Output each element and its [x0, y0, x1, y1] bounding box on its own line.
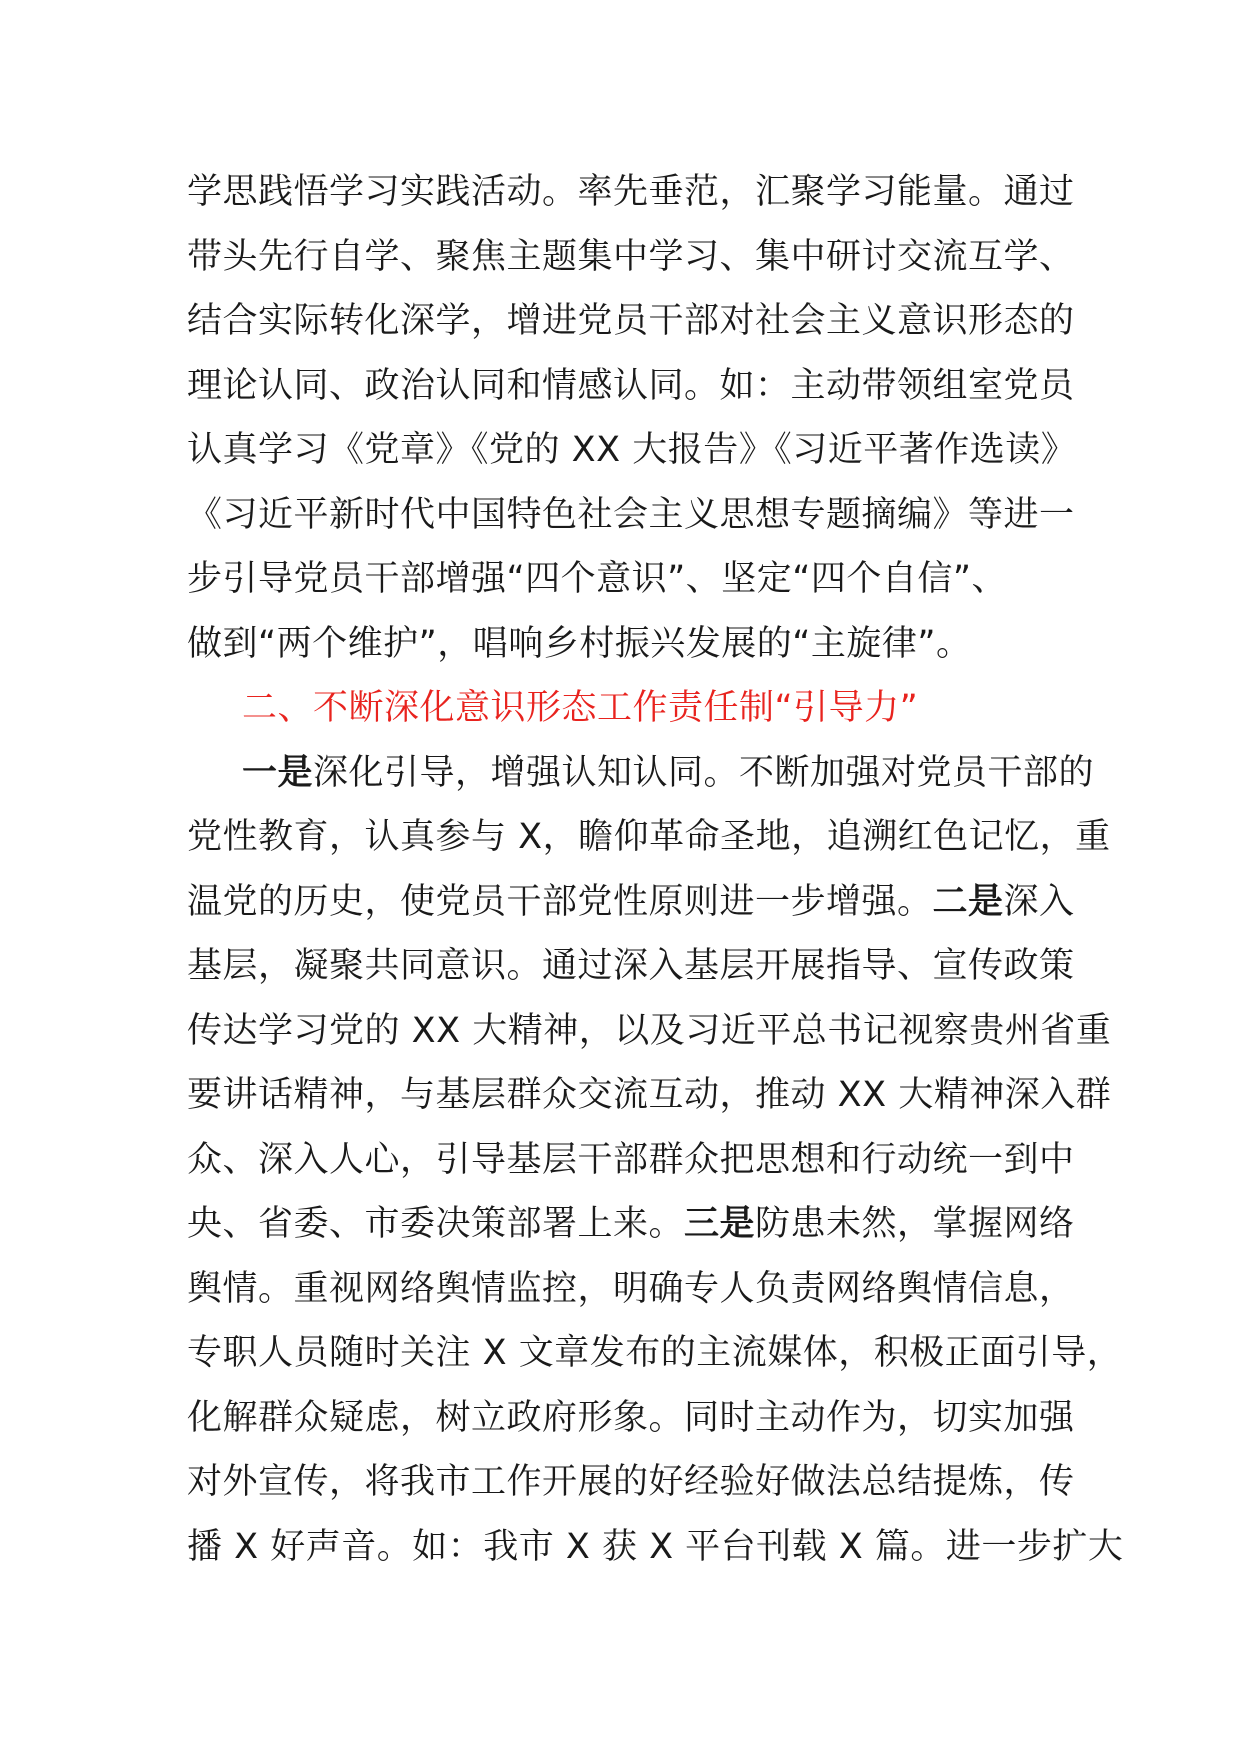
text-line [187, 1192, 1075, 1257]
text-line: 认真学习《党章》《党的 XX 大报告》《习近平著作选读》 [187, 430, 1077, 470]
text-segment: 深化引导，增强认知认同。不断加强对党员干部的 [313, 752, 1095, 793]
text-line: 播 X 好声音。如：我市 X 获 X 平台刊载 X 篇。进一步扩大 [187, 1526, 1124, 1567]
text-line: 化解群众疑虑，树立政府形象。同时主动作为，切实加强 [187, 1397, 1075, 1438]
point-marker-one: 一是 [242, 752, 314, 793]
text-line: 做到“两个维护”，唱响乡村振兴发展的“主旋律”。 [187, 623, 972, 664]
text-line [187, 870, 1075, 935]
text-line: 理论认同、政治认同和情感认同。如：主动带领组室党员 [187, 365, 1075, 406]
point-marker-three: 三是 [684, 1204, 756, 1244]
text-line: 对外宣传，将我市工作开展的好经验好做法总结提炼，传 [187, 1462, 1075, 1502]
document-body [187, 160, 1124, 1579]
text-line: 专职人员随时关注 X 文章发布的主流媒体，积极正面引导， [187, 1333, 1123, 1373]
text-line: 舆情。重视网络舆情监控，明确专人负责网络舆情信息， [187, 1268, 1075, 1309]
text-line: 基层，凝聚共同意识。通过深入基层开展指导、宣传政策 [187, 946, 1075, 986]
text-line: 带头先行自学、聚焦主题集中学习、集中研讨交流互学、 [187, 236, 1075, 277]
text-line: 步引导党员干部增强“四个意识”、坚定“四个自信”、 [187, 559, 1008, 599]
paragraph-activities [187, 160, 1077, 676]
text-line: 传达学习党的 XX 大精神，以及习近平总书记视察贵州省重 [187, 1010, 1112, 1051]
text-line: 结合实际转化深学，增进党员干部对社会主义意识形态的 [187, 301, 1075, 341]
text-line: 《习近平新时代中国特色社会主义思想专题摘编》等进一 [187, 494, 1075, 535]
point-marker-two: 二是 [932, 881, 1004, 922]
text-line: 学思践悟学习实践活动。率先垂范，汇聚学习能量。通过 [187, 172, 1075, 212]
text-line: 要讲话精神，与基层群众交流互动，推动 XX 大精神深入群 [187, 1075, 1112, 1115]
section-heading: 二、不断深化意识形态工作责任制“引导力” [242, 688, 919, 728]
text-segment: 防患未然，掌握网络 [755, 1204, 1075, 1244]
paragraph-guidance [187, 741, 1124, 1580]
text-line [187, 741, 1095, 806]
text-segment: 深入 [1003, 881, 1075, 922]
text-line: 众、深入人心，引导基层干部群众把思想和行动统一到中 [187, 1139, 1075, 1180]
text-segment: 央、省委、市委决策部署上来。 [187, 1204, 685, 1244]
text-line: 党性教育，认真参与 X，瞻仰革命圣地，追溯红色记忆，重 [187, 817, 1111, 857]
text-segment: 温党的历史，使党员干部党性原则进一步增强。 [187, 881, 933, 922]
